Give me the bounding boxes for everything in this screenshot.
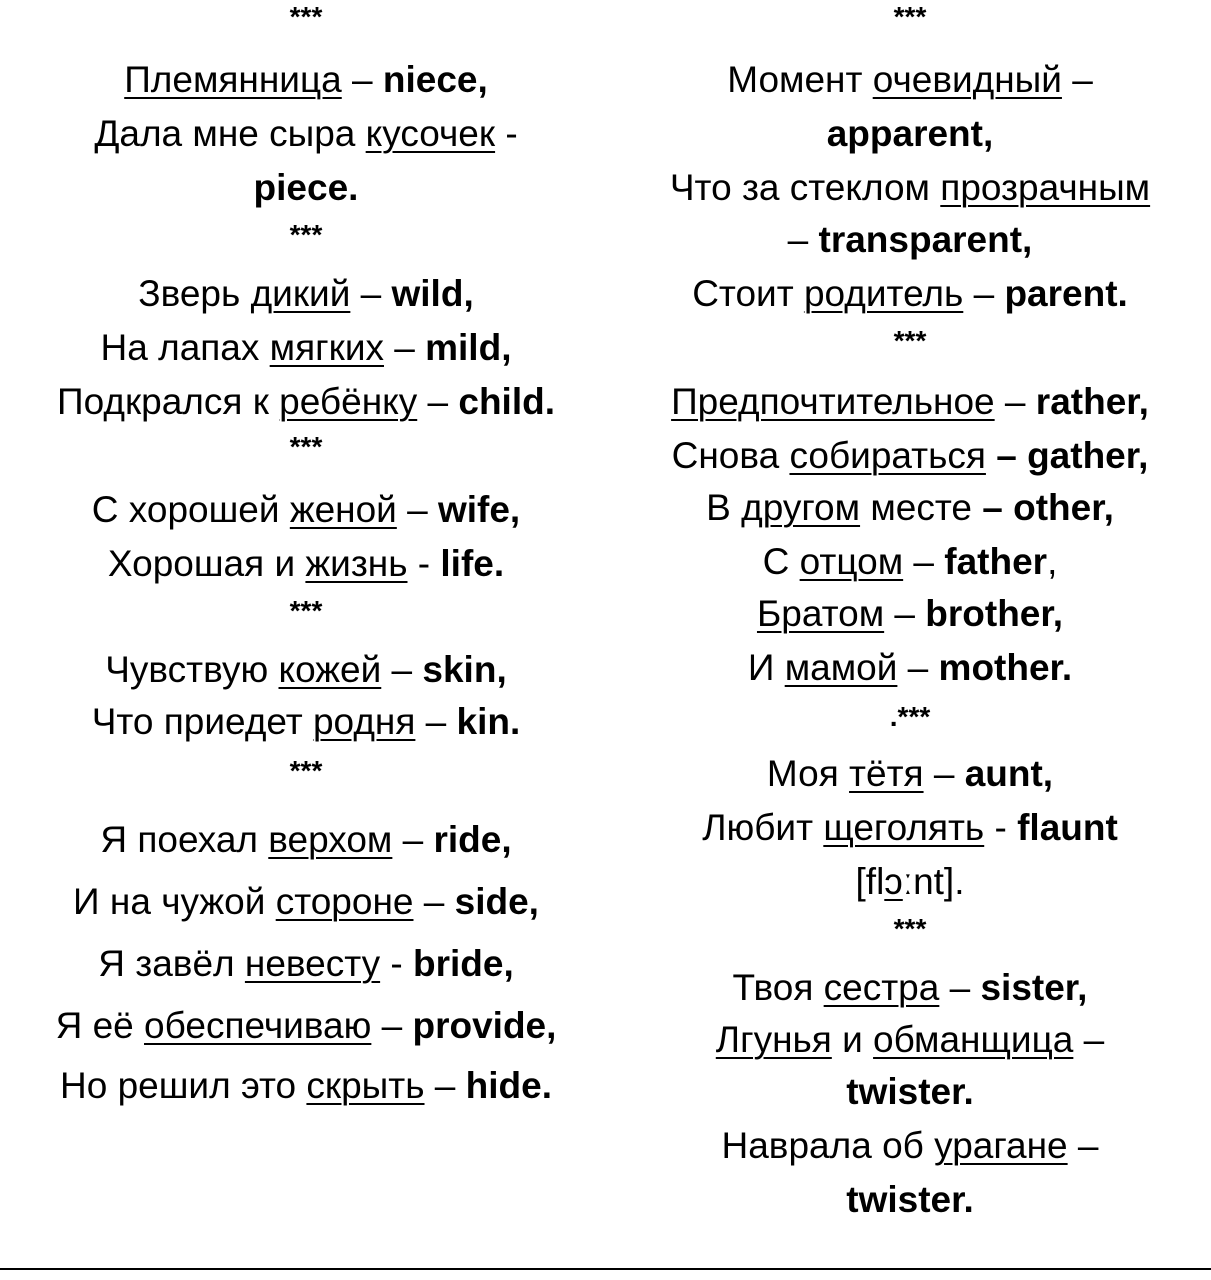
verse-line: Стоит родитель – parent. bbox=[692, 273, 1128, 314]
verse-line: С хорошей женой – wife, bbox=[91, 489, 521, 530]
verse-line: Я её обеспечиваю – provide, bbox=[55, 1005, 557, 1046]
verse-line: Момент очевидный – bbox=[727, 59, 1093, 100]
verse-line: На лапах мягких – mild, bbox=[100, 327, 512, 368]
verse-line: Братом – brother, bbox=[756, 593, 1064, 634]
verse-line: Любит щеголять - flaunt bbox=[702, 807, 1118, 848]
stanza-separator: *** bbox=[289, 1, 323, 32]
verse-line: Снова собираться – gather, bbox=[671, 435, 1149, 476]
verse-line: Я завёл невесту - bride, bbox=[98, 943, 514, 984]
stanza-separator: .*** bbox=[889, 701, 931, 732]
transcription-line: [flɔːnt]. bbox=[855, 861, 965, 902]
verse-line: twister. bbox=[846, 1179, 974, 1220]
verse-line: Зверь дикий – wild, bbox=[138, 273, 474, 314]
stanza-separator: *** bbox=[289, 595, 323, 626]
verse-line: – transparent, bbox=[787, 219, 1033, 260]
verse-line: Подкрался к ребёнку – child. bbox=[57, 381, 555, 422]
verse-line: Моя тётя – aunt, bbox=[766, 753, 1054, 794]
verse-line: Но решил это скрыть – hide. bbox=[60, 1065, 552, 1106]
verse-line: apparent, bbox=[826, 113, 994, 154]
verse-line: twister. bbox=[846, 1071, 974, 1112]
verse-line: piece. bbox=[253, 167, 359, 208]
stanza-separator: *** bbox=[289, 219, 323, 250]
verse-line: И мамой – mother. bbox=[747, 647, 1073, 688]
verse-line: Наврала об урагане – bbox=[721, 1125, 1099, 1166]
verse-line: Дала мне сыра кусочек - bbox=[94, 113, 518, 154]
verse-line: Предпочтительное – rather, bbox=[671, 381, 1149, 422]
stanza-separator: *** bbox=[893, 913, 927, 944]
verse-line: Что за стеклом прозрачным bbox=[669, 167, 1151, 208]
stanza-separator: *** bbox=[893, 325, 927, 356]
verse-line: Я поехал верхом – ride, bbox=[100, 819, 512, 860]
stanza-separator: *** bbox=[893, 1, 927, 32]
verse-line: С отцом – father, bbox=[762, 541, 1058, 582]
bottom-divider bbox=[0, 1268, 1211, 1270]
verse-line: Племянница – niece, bbox=[124, 59, 488, 100]
verse-line: Что приедет родня – kin. bbox=[91, 701, 521, 742]
verse-line: Хорошая и жизнь - life. bbox=[107, 543, 505, 584]
stanza-separator: *** bbox=[289, 431, 323, 462]
verse-line: В другом месте – other, bbox=[706, 487, 1114, 528]
verse-line: Твоя сестра – sister, bbox=[732, 967, 1088, 1008]
stanza-separator: *** bbox=[289, 755, 323, 786]
verse-line: Чувствую кожей – skin, bbox=[105, 649, 507, 690]
verse-line: Лгунья и обманщица – bbox=[715, 1019, 1105, 1060]
verse-line: И на чужой стороне – side, bbox=[73, 881, 539, 922]
